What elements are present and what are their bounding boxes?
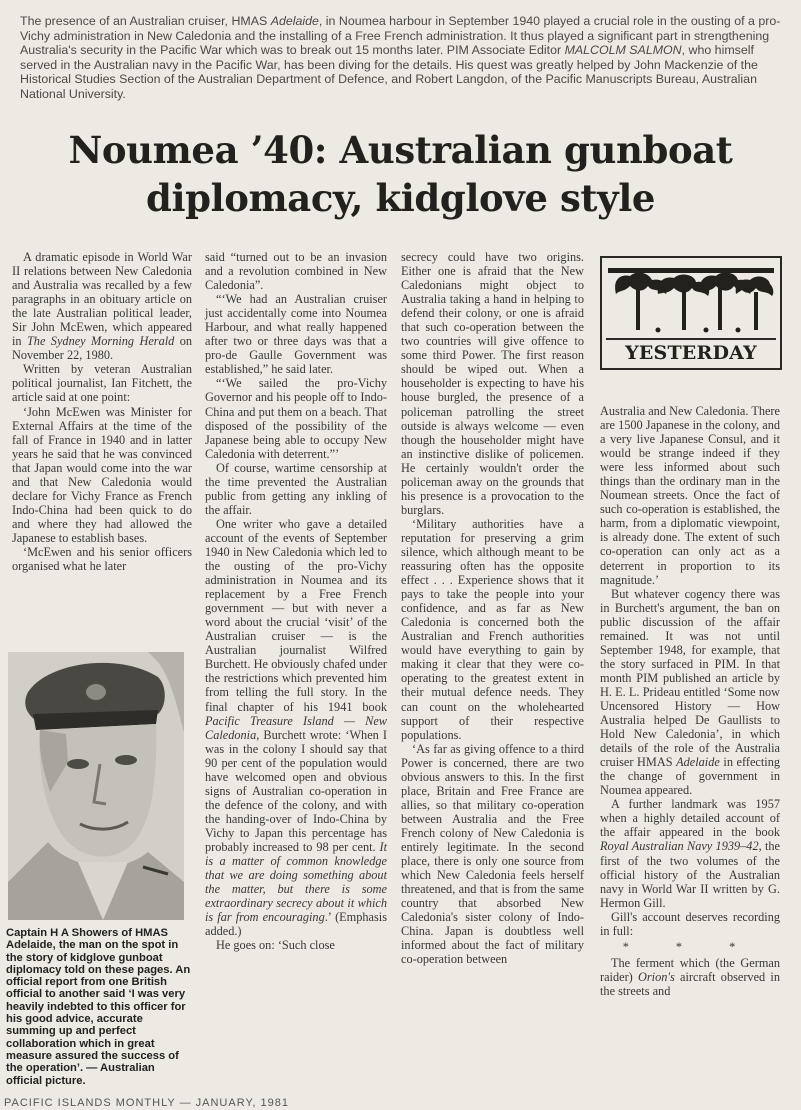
paragraph: Gill's account deserves recording in full:	[600, 909, 780, 938]
intro-text: , who himself served in the Australian navy in the Pacific War, has been diving for the details. His quest was greatly helped by John Mackenzie of the Historical Studies Section of the Australian Department of Defence, and Robert Langdon, of the Pacific Manuscripts Bureau, Australian National University.	[20, 43, 758, 101]
ship-name: Adelaide	[676, 755, 720, 770]
paragraph: ‘As far as giving offence to a third Power is concerned, there are two obvious answers to this. In the first place, Britain and Free France are allies, so that military co-operation between Australia and the Free French colony of New Caledonia is entirely legitimate. In the second place, there is only one source from which New Caledonia feels herself threatened, and that is from the same country that absorbed New Caledonia's sister colony of Indo-China. Japan is doubtless well informed about the fact of military co-operation between	[401, 741, 584, 967]
yesterday-logo	[600, 256, 782, 370]
paragraph: ‘McEwen and his senior officers organised what he later	[12, 544, 192, 574]
book-title: Pacific Treasure Island — New Caledonia	[205, 713, 387, 742]
headline	[0, 126, 801, 222]
intro-text: , in Noumea harbour in September 1940 played a crucial role in the ousting of a pro-Vichy administration in New Caledonia and the installing of a Free French administration. It thus played a significant part in strengthening Australia's security in the Pacific War which was to break out 15 months later. PIM Associate Editor	[20, 14, 781, 58]
portrait-image	[8, 652, 184, 920]
ship-name: Orion's	[638, 969, 675, 984]
intro-editor-name: MALCOLM SALMON	[564, 43, 682, 58]
paragraph: But whatever cogency there was in Burchett's argument, the ban on public discussion of the affair remained. It was not until September 1948, for example, that the story surfaced in PIM. In that month PIM published an article by H. E. L. Prideau entitled ‘Some now Uncensored History — How Australia helped De Gaullists to Hold New Caledonia’, in which details of the role of the Australia cruiser HMAS Adelaide in effecting the change of government in Noumea appeared.	[600, 586, 781, 798]
paragraph: ‘Military authorities have a reputation for preserving a grim silence, which although meant to be reassuring often has the opposite effect . . . Experience shows that it pays to take the people into your confidence, and as far as New Caledonia is concerned both the Australian and French authorities would have everything to gain by making it clear that they were co-operating to the greatest extent in their mutual defence needs. They can count on the wholehearted support of their respective populations.	[401, 516, 584, 742]
palm-trees-icon	[608, 264, 774, 336]
article-column-3	[401, 250, 584, 966]
paragraph: secrecy could have two origins. Either one is afraid that the New Caledonians might object to Australia taking a hand in helping to defend their colony, or one is afraid that such co-operation between the two countries will give offence to some third Power. The first reason should be wiped out. When a householder is expecting to have his house burgled, the presence of a policeman patrolling the street outside is always welcome — even though the householder might have an instinctive dislike of policemen. He certainly wouldn't order the policeman away on the grounds that his presence is a provocation to the burglars.	[401, 250, 584, 517]
article-column-1	[12, 250, 192, 573]
paragraph: Australia and New Caledonia. There are 1500 Japanese in the colony, and a very live Japanese Consul, and it would be strange indeed if they were less informed about such things than the ordinary man in the Noumean streets. Once the fact of such co-operation is established, the harm, from a diplomatic viewpoint, is already done. The extent of such co-operation can only act as a deterrent in proportion to its magnitude.’	[600, 404, 780, 587]
paragraph: ‘John McEwen was Minister for External Affairs at the time of the fall of France in 1940 and in latter years he said that he was convinced that Japan would come into the war and that New Caledonia would declare for Vichy France as French Indo-China had been quick to do and where they had allowed the Japanese to establish bases.	[12, 404, 192, 545]
paragraph: A further landmark was 1957 when a highly detailed account of the affair appeared in the book Royal Australian Navy 1939–42, the first of the two volumes of the official history of the Australian navy in World War II written by G. Hermon Gill.	[600, 797, 780, 910]
paragraph: The ferment which (the German raider) Orion's aircraft observed in the streets and	[600, 955, 780, 998]
page-footer: PACIFIC ISLANDS MONTHLY — JANUARY, 1981	[4, 1097, 289, 1109]
captain-portrait-photo	[8, 652, 184, 920]
photo-caption: Captain H A Showers of HMAS Adelaide, the man on the spot in the story of kidglove gunboat diplomacy told on these pages. An official report from one British official to another said ‘I was very heavily indebted to this officer for his good advice, accurate summing up and perfect collaboration which in great measure assured the success of the operation’. — Australian official picture.	[6, 927, 191, 1087]
headline-line: diplomacy, kidglove style	[145, 176, 655, 220]
paragraph: A dramatic episode in World War II relations between New Caledonia and Australia was recalled by a few paragraphs in an obituary article on the late Australian political leader, Sir John McEwen, which appeared in The Sydney Morning Herald on November 22, 1980.	[12, 250, 193, 363]
intro-paragraph	[20, 14, 788, 102]
section-break: * * *	[622, 939, 758, 954]
intro-text: The presence of an Australian cruiser, HMAS	[20, 14, 271, 28]
newspaper-title: The Sydney Morning Herald	[26, 334, 175, 349]
article-column-2	[205, 250, 387, 952]
paragraph: Written by veteran Australian political journalist, Ian Fitchett, the article said at one point:	[12, 362, 192, 405]
paragraph: Of course, wartime censorship at the time prevented the Australian public from getting any inkling of the affair.	[205, 460, 387, 517]
emphasized-quote: It is a matter of common knowledge that we are doing something about the matter, but there is some extraordinary secrecy about it which is far from encouraging	[205, 839, 387, 925]
paragraph: He goes on: ‘Such close	[216, 938, 335, 953]
paragraph: said “turned out to be an invasion and a revolution combined in New Caledonia”.	[205, 250, 387, 293]
intro-ship-name: Adelaide	[270, 14, 319, 28]
book-title: Royal Australian Navy 1939–42	[600, 839, 759, 854]
article-column-4	[600, 404, 780, 998]
paragraph: One writer who gave a detailed account of the events of September 1940 in New Caledonia which led to the ousting of the pro-Vichy administration in Noumea and its replacement by a Free French government — but with never a word about the crucial ‘visit’ of the Australian cruiser — is the Australian journalist Wilfred Burchett. He obviously chafed under the restrictions which prevented him from telling the full story. In the final chapter of his 1941 book Pacific Treasure Island — New Caledonia, Burchett wrote: ‘When I was in the colony I should say that 90 per cent of the population would have welcomed open and obvious signs of Australian co-operation in the defence of the colony, and with the handing-over of Indo-China by Vichy to Japan this percentage has probably increased to 98 per cent. It is a matter of common knowledge that we are doing something about the matter, but there is some extraordinary secrecy about it which is far from encouraging.’ (Emphasis added.)	[205, 516, 387, 939]
paragraph: “‘We had an Australian cruiser just accidentally come into Noumea Harbour, and what really happened after two or three days was that a pro-de Gaulle Government was established,” he said later.	[205, 292, 387, 377]
headline-line: Noumea ’40: Australian gunboat	[68, 128, 733, 172]
yesterday-label: YESTERDAY	[606, 338, 776, 366]
paragraph: “‘We sailed the pro-Vichy Governor and his people off to Indo-China and put them on a beach. That disposed of the possibility of the Japanese being able to occupy New Caledonia with deterrent.”’	[205, 376, 387, 461]
